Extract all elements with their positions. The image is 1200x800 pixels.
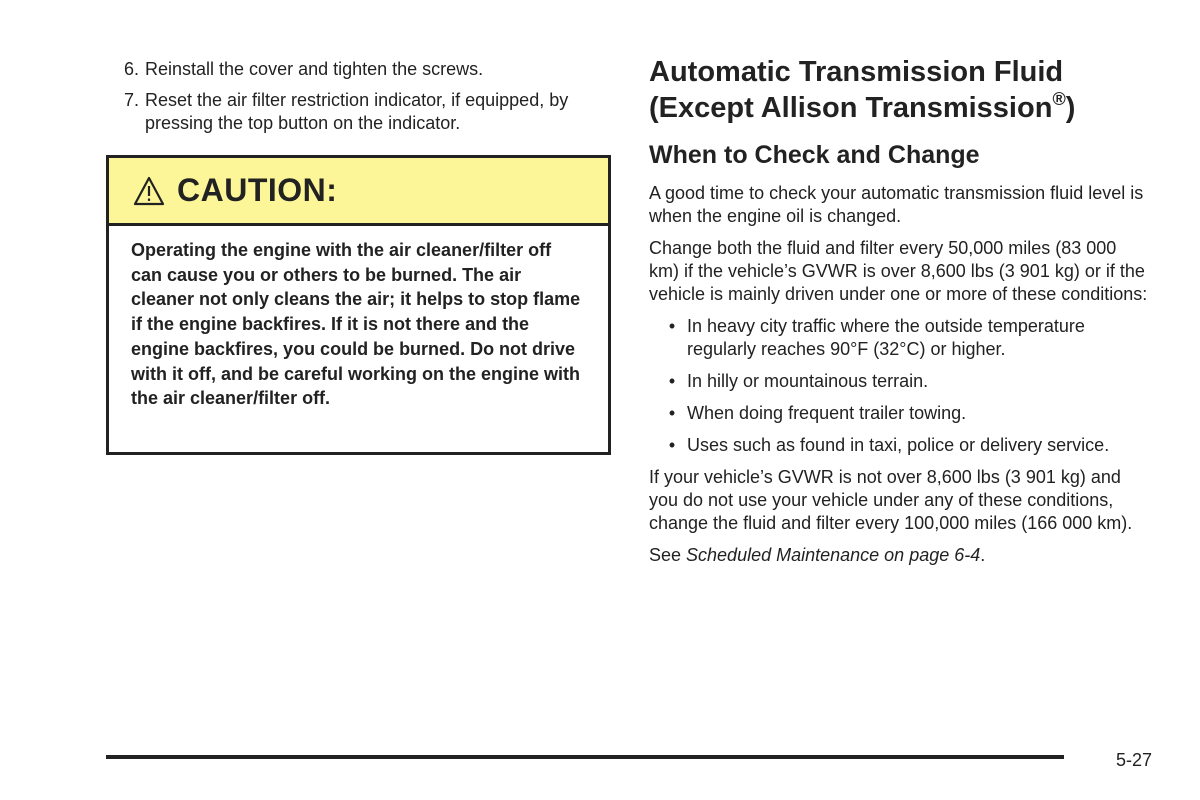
paragraph-change-interval: Change both the fluid and filter every 50,000 miles (83 000 km) if the vehicle’s GVWR is over 8,600 lbs (3 901 kg) or if the vehicle is mainly driven under one or more of these conditions:: [649, 238, 1148, 304]
bullet-icon: •: [668, 371, 676, 391]
paragraph-check-timing: A good time to check your automatic transmission fluid level is when the engine oil is changed.: [649, 183, 1144, 226]
see-prefix: See: [649, 545, 687, 565]
left-column: [107, 58, 611, 143]
bullet-icon: •: [668, 403, 676, 423]
paragraph-light-duty: If your vehicle’s GVWR is not over 8,600 lbs (3 901 kg) and you do not use your vehicle under any of these conditions, change the fluid and filter every 100,000 miles (166 000 km).: [649, 467, 1133, 533]
section-title-close: ): [1065, 92, 1076, 124]
steps-list: [107, 58, 611, 135]
step-text: Reinstall the cover and tighten the screws.: [145, 59, 484, 79]
caution-body: Operating the engine with the air cleaner/filter off can cause you or others to be burned. The air cleaner not only cleans the air; it helps to stop flame if the engine backfires. If it is not there and the engine backfires, you could be burned. Do not drive with it off, and be careful working on the engine with the air cleaner/filter off.: [131, 240, 581, 409]
list-item: [107, 89, 611, 135]
caution-header: [109, 158, 608, 226]
bullet-icon: •: [668, 316, 676, 336]
warning-triangle-icon: [133, 175, 165, 207]
registered-mark: ®: [1052, 89, 1066, 109]
bullet-text: In heavy city traffic where the outside temperature regularly reaches 90°F (32°C) or higher.: [687, 316, 1085, 359]
section-title-text: Automatic Transmission Fluid (Except Allison Transmission: [649, 56, 1064, 124]
caution-box: [106, 155, 611, 455]
list-item: [649, 434, 1149, 457]
right-column: [649, 54, 1149, 576]
bullet-text: In hilly or mountainous terrain.: [687, 371, 929, 391]
maintenance-reference-link[interactable]: Scheduled Maintenance on page 6-4: [686, 545, 981, 565]
list-item: [649, 402, 1149, 425]
section-subtitle: When to Check and Change: [649, 141, 980, 169]
footer-divider: [106, 755, 1064, 759]
section-title: [649, 54, 1149, 126]
page-number: 5-27: [1116, 750, 1153, 770]
bullet-text: When doing frequent trailer towing.: [687, 403, 967, 423]
conditions-list: [649, 315, 1149, 457]
list-item: [107, 58, 611, 81]
step-text: Reset the air filter restriction indicator, if equipped, by pressing the top button on the indicator.: [145, 90, 569, 133]
bullet-text: Uses such as found in taxi, police or delivery service.: [687, 435, 1110, 455]
list-item: [649, 370, 1149, 393]
bullet-icon: •: [668, 435, 676, 455]
step-number: 7.: [123, 90, 139, 110]
see-reference: [649, 544, 1149, 567]
caution-title: CAUTION:: [177, 172, 338, 208]
see-suffix: .: [980, 545, 986, 565]
step-number: 6.: [123, 59, 139, 79]
list-item: [649, 315, 1149, 361]
